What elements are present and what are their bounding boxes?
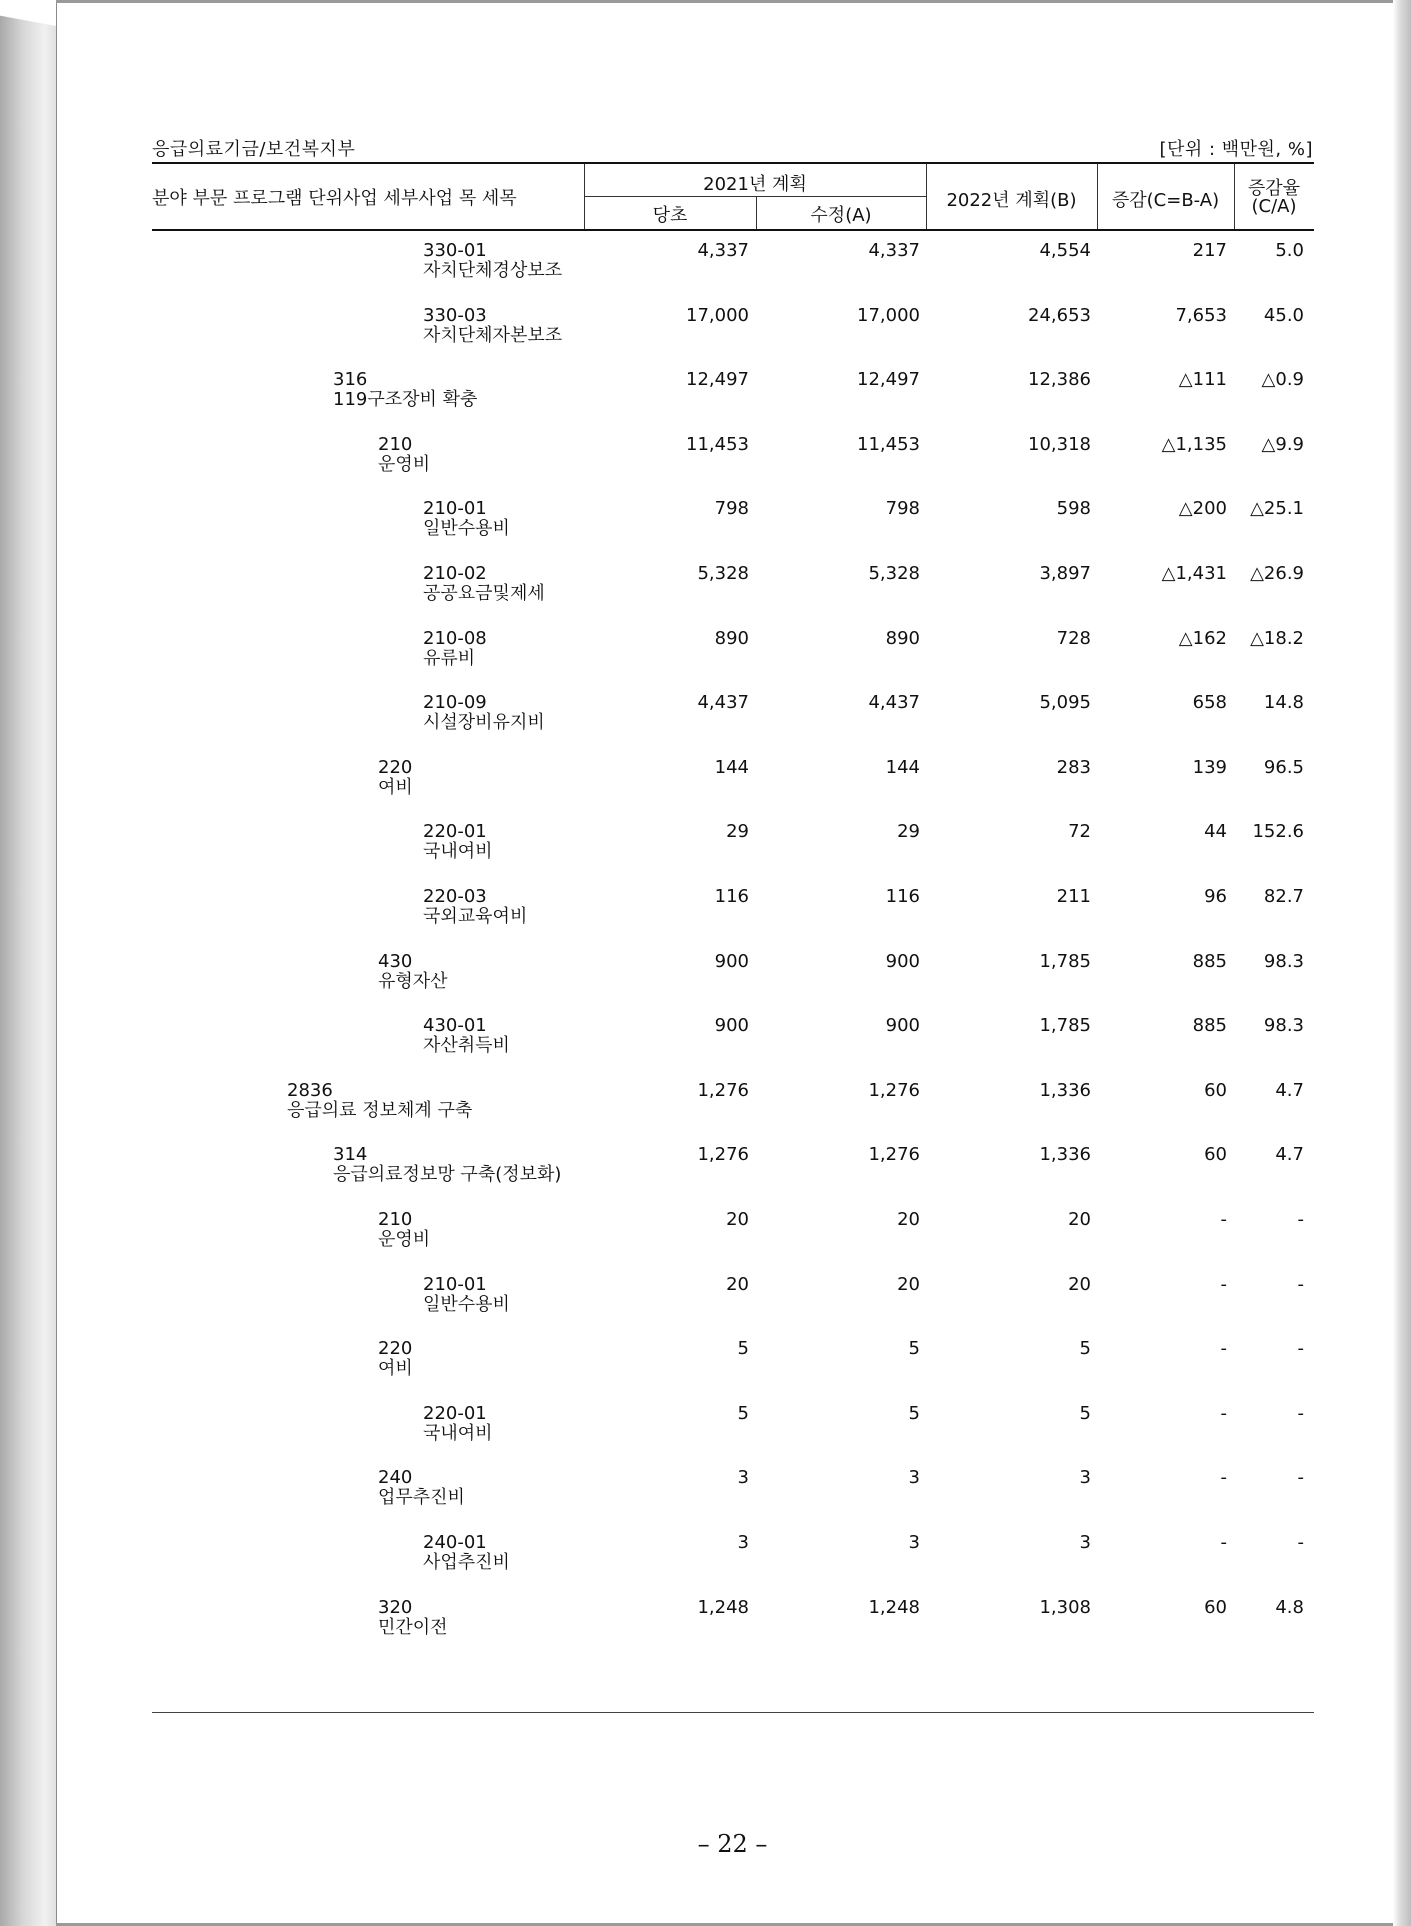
- cell-rate: 14.8: [1263, 692, 1304, 714]
- cell-2022-plan: 5,095: [1039, 692, 1091, 714]
- cell-2021-initial: 900: [714, 950, 749, 972]
- table-row: [0, 693, 1411, 757]
- cell-2021-revised: 4,337: [868, 240, 920, 261]
- item-name: 민간이전: [378, 1616, 448, 1638]
- cell-2021-initial: 4,337: [697, 240, 749, 261]
- page-number: – 22 –: [697, 1830, 768, 1858]
- cell-2022-plan: 3: [1079, 1532, 1091, 1553]
- table-row: [0, 1275, 1411, 1339]
- cell-2022-plan: 3: [1079, 1467, 1091, 1489]
- cell-rate: 152.6: [1252, 821, 1304, 843]
- item-code: 210: [378, 433, 413, 455]
- item-code: 210: [378, 1209, 413, 1230]
- item-name: 응급의료정보망 구축(정보화): [333, 1164, 562, 1186]
- table-row: [0, 822, 1411, 886]
- cell-rate: △18.2: [1250, 627, 1304, 649]
- cell-change: 885: [1192, 950, 1227, 972]
- cell-rate: △0.9: [1261, 369, 1304, 391]
- cell-2022-plan: 24,653: [1028, 304, 1091, 326]
- cell-2022-plan: 1,336: [1039, 1144, 1091, 1166]
- cell-2021-initial: 5,328: [697, 563, 749, 584]
- cell-2022-plan: 283: [1056, 756, 1091, 778]
- cell-rate: 98.3: [1263, 950, 1304, 972]
- item-code: 314: [333, 1144, 368, 1166]
- item-code: 220-01: [423, 821, 487, 843]
- cell-2021-initial: 116: [714, 886, 749, 907]
- cell-change: △1,431: [1161, 563, 1227, 584]
- cell-change: 44: [1204, 821, 1227, 843]
- cell-2021-revised: 890: [885, 627, 920, 649]
- cell-change: 7,653: [1175, 304, 1227, 326]
- table-row: [0, 499, 1411, 563]
- cell-2022-plan: 20: [1068, 1209, 1091, 1230]
- item-code: 330-03: [423, 304, 487, 326]
- cell-2022-plan: 5: [1079, 1338, 1091, 1360]
- cell-2022-plan: 1,308: [1039, 1596, 1091, 1618]
- item-code: 240: [378, 1467, 413, 1489]
- cell-2021-initial: 20: [726, 1273, 749, 1295]
- cell-2022-plan: 72: [1068, 821, 1091, 843]
- cell-2022-plan: 211: [1056, 886, 1091, 907]
- cell-2021-revised: 4,437: [868, 692, 920, 714]
- table-row: [0, 629, 1411, 693]
- cell-rate: -: [1297, 1273, 1304, 1295]
- cell-rate: -: [1297, 1402, 1304, 1424]
- cell-2021-initial: 798: [714, 498, 749, 520]
- header-2022-plan: 2022년 계획(B): [946, 190, 1077, 211]
- cell-rate: 98.3: [1263, 1015, 1304, 1037]
- cell-2022-plan: 20: [1068, 1273, 1091, 1295]
- cell-2021-initial: 29: [726, 821, 749, 843]
- cell-2021-initial: 1,248: [697, 1596, 749, 1618]
- item-name: 시설장비유지비: [423, 712, 545, 734]
- cell-2021-initial: 17,000: [686, 304, 749, 326]
- item-name: 유형자산: [378, 970, 448, 992]
- cell-rate: -: [1297, 1532, 1304, 1553]
- cell-2021-revised: 12,497: [857, 369, 920, 391]
- table-row: [0, 1210, 1411, 1274]
- table-row: [0, 1081, 1411, 1145]
- cell-2021-revised: 20: [897, 1209, 920, 1230]
- cell-2022-plan: 5: [1079, 1402, 1091, 1424]
- cell-2021-revised: 29: [897, 821, 920, 843]
- cell-2021-revised: 3: [908, 1467, 920, 1489]
- cell-change: △1,135: [1161, 433, 1227, 455]
- cell-change: △162: [1178, 627, 1227, 649]
- header-rate-line2: (C/A): [1251, 196, 1297, 217]
- item-name: 유류비: [423, 647, 476, 669]
- cell-change: -: [1220, 1532, 1227, 1553]
- cell-2021-revised: 1,276: [868, 1144, 920, 1166]
- item-name: 여비: [378, 776, 413, 798]
- cell-2022-plan: 3,897: [1039, 563, 1091, 584]
- item-name: 일반수용비: [423, 1293, 510, 1315]
- unit-label: [단위 : 백만원, %]: [1159, 139, 1313, 160]
- item-code: 430: [378, 950, 413, 972]
- cell-rate: 96.5: [1263, 756, 1304, 778]
- cell-change: △200: [1178, 498, 1227, 520]
- cell-rate: 4.7: [1275, 1144, 1304, 1166]
- item-name: 여비: [378, 1358, 413, 1380]
- table-row: [0, 564, 1411, 628]
- item-name: 국내여비: [423, 841, 493, 863]
- item-code: 220-03: [423, 886, 487, 907]
- item-code: 220-01: [423, 1402, 487, 1424]
- table-row: [0, 1468, 1411, 1532]
- item-code: 220: [378, 756, 413, 778]
- cell-2022-plan: 598: [1056, 498, 1091, 520]
- item-name: 운영비: [378, 453, 431, 475]
- cell-2022-plan: 728: [1056, 627, 1091, 649]
- cell-change: 60: [1204, 1079, 1227, 1101]
- cell-2021-initial: 890: [714, 627, 749, 649]
- item-code: 330-01: [423, 240, 487, 261]
- cell-change: △111: [1178, 369, 1227, 391]
- cell-2021-revised: 144: [885, 756, 920, 778]
- item-code: 210-09: [423, 692, 487, 714]
- table-row: [0, 1533, 1411, 1597]
- cell-2021-initial: 144: [714, 756, 749, 778]
- cell-change: 658: [1192, 692, 1227, 714]
- header-rate-line1: 증감율: [1247, 178, 1301, 199]
- item-code: 210-02: [423, 563, 487, 584]
- cell-2021-revised: 900: [885, 1015, 920, 1037]
- cell-change: 96: [1204, 886, 1227, 907]
- item-name: 일반수용비: [423, 518, 510, 540]
- item-code: 430-01: [423, 1015, 487, 1037]
- cell-change: -: [1220, 1467, 1227, 1489]
- cell-2021-initial: 5: [737, 1402, 749, 1424]
- cell-rate: △9.9: [1261, 433, 1304, 455]
- item-name: 업무추진비: [378, 1487, 465, 1509]
- item-name: 국내여비: [423, 1422, 493, 1444]
- table-row: [0, 758, 1411, 822]
- cell-2022-plan: 1,785: [1039, 950, 1091, 972]
- cell-rate: 45.0: [1263, 304, 1304, 326]
- cell-2021-initial: 3: [737, 1532, 749, 1553]
- cell-2021-revised: 11,453: [857, 433, 920, 455]
- table-bottom-rule: [152, 1712, 1314, 1713]
- header-change: 증감(C=B-A): [1111, 190, 1220, 211]
- cell-change: -: [1220, 1209, 1227, 1230]
- table-row: [0, 370, 1411, 434]
- table-row: [0, 241, 1411, 305]
- item-code: 220: [378, 1338, 413, 1360]
- cell-2021-revised: 20: [897, 1273, 920, 1295]
- cell-2022-plan: 1,785: [1039, 1015, 1091, 1037]
- item-name: 공공요금및제세: [423, 583, 545, 604]
- cell-change: -: [1220, 1273, 1227, 1295]
- header-subrule: [584, 196, 926, 197]
- cell-2021-revised: 900: [885, 950, 920, 972]
- cell-2021-revised: 1,276: [868, 1079, 920, 1101]
- table-row: [0, 1339, 1411, 1403]
- item-name: 자치단체자본보조: [423, 324, 563, 346]
- header-2021-initial: 당초: [652, 205, 688, 226]
- cell-2021-initial: 1,276: [697, 1079, 749, 1101]
- item-name: 119구조장비 확충: [333, 389, 478, 411]
- item-name: 운영비: [378, 1229, 431, 1250]
- cell-2021-revised: 1,248: [868, 1596, 920, 1618]
- cell-rate: △25.1: [1250, 498, 1304, 520]
- item-code: 316: [333, 369, 368, 391]
- cell-rate: -: [1297, 1209, 1304, 1230]
- table-row: [0, 1598, 1411, 1662]
- item-code: 2836: [287, 1079, 333, 1101]
- header-top-rule: [152, 162, 1314, 164]
- cell-rate: 5.0: [1275, 240, 1304, 261]
- item-code: 210-01: [423, 1273, 487, 1295]
- table-row: [0, 306, 1411, 370]
- cell-2022-plan: 10,318: [1028, 433, 1091, 455]
- cell-2021-initial: 1,276: [697, 1144, 749, 1166]
- cell-2021-initial: 12,497: [686, 369, 749, 391]
- cell-change: -: [1220, 1338, 1227, 1360]
- cell-change: 217: [1192, 240, 1227, 261]
- cell-rate: -: [1297, 1338, 1304, 1360]
- cell-change: 60: [1204, 1144, 1227, 1166]
- item-code: 210-01: [423, 498, 487, 520]
- item-code: 320: [378, 1596, 413, 1618]
- header-2021-plan: 2021년 계획: [703, 174, 807, 195]
- cell-2021-revised: 3: [908, 1532, 920, 1553]
- cell-2021-revised: 5,328: [868, 563, 920, 584]
- table-row: [0, 1145, 1411, 1209]
- cell-2021-revised: 798: [885, 498, 920, 520]
- item-name: 응급의료 정보체계 구축: [287, 1099, 473, 1121]
- cell-rate: 4.7: [1275, 1079, 1304, 1101]
- table-row: [0, 1016, 1411, 1080]
- cell-change: -: [1220, 1402, 1227, 1424]
- cell-rate: 4.8: [1275, 1596, 1304, 1618]
- cell-2021-revised: 5: [908, 1338, 920, 1360]
- cell-2021-initial: 5: [737, 1338, 749, 1360]
- table-row: [0, 435, 1411, 499]
- page-top-edge: [56, 0, 1393, 3]
- header-2021-revised: 수정(A): [810, 205, 872, 226]
- item-name: 자산취득비: [423, 1035, 510, 1057]
- cell-2022-plan: 1,336: [1039, 1079, 1091, 1101]
- cell-2022-plan: 12,386: [1028, 369, 1091, 391]
- item-name: 자치단체경상보조: [423, 260, 563, 281]
- header-bottom-rule: [152, 229, 1314, 231]
- cell-2021-revised: 5: [908, 1402, 920, 1424]
- item-code: 210-08: [423, 627, 487, 649]
- cell-2021-initial: 20: [726, 1209, 749, 1230]
- cell-2021-initial: 4,437: [697, 692, 749, 714]
- cell-2021-revised: 116: [885, 886, 920, 907]
- table-row: [0, 887, 1411, 951]
- cell-rate: -: [1297, 1467, 1304, 1489]
- cell-rate: 82.7: [1263, 886, 1304, 907]
- cell-2021-initial: 3: [737, 1467, 749, 1489]
- document-title: 응급의료기금/보건복지부: [152, 139, 356, 160]
- item-name: 국외교육여비: [423, 906, 528, 927]
- item-code: 240-01: [423, 1532, 487, 1553]
- cell-2022-plan: 4,554: [1039, 240, 1091, 261]
- cell-2021-initial: 900: [714, 1015, 749, 1037]
- table-row: [0, 1404, 1411, 1468]
- item-name: 사업추진비: [423, 1552, 510, 1573]
- cell-2021-initial: 11,453: [686, 433, 749, 455]
- cell-rate: △26.9: [1250, 563, 1304, 584]
- cell-change: 60: [1204, 1596, 1227, 1618]
- header-classification: 분야 부문 프로그램 단위사업 세부사업 목 세목: [152, 188, 517, 209]
- cell-change: 885: [1192, 1015, 1227, 1037]
- table-row: [0, 952, 1411, 1016]
- cell-2021-revised: 17,000: [857, 304, 920, 326]
- cell-change: 139: [1192, 756, 1227, 778]
